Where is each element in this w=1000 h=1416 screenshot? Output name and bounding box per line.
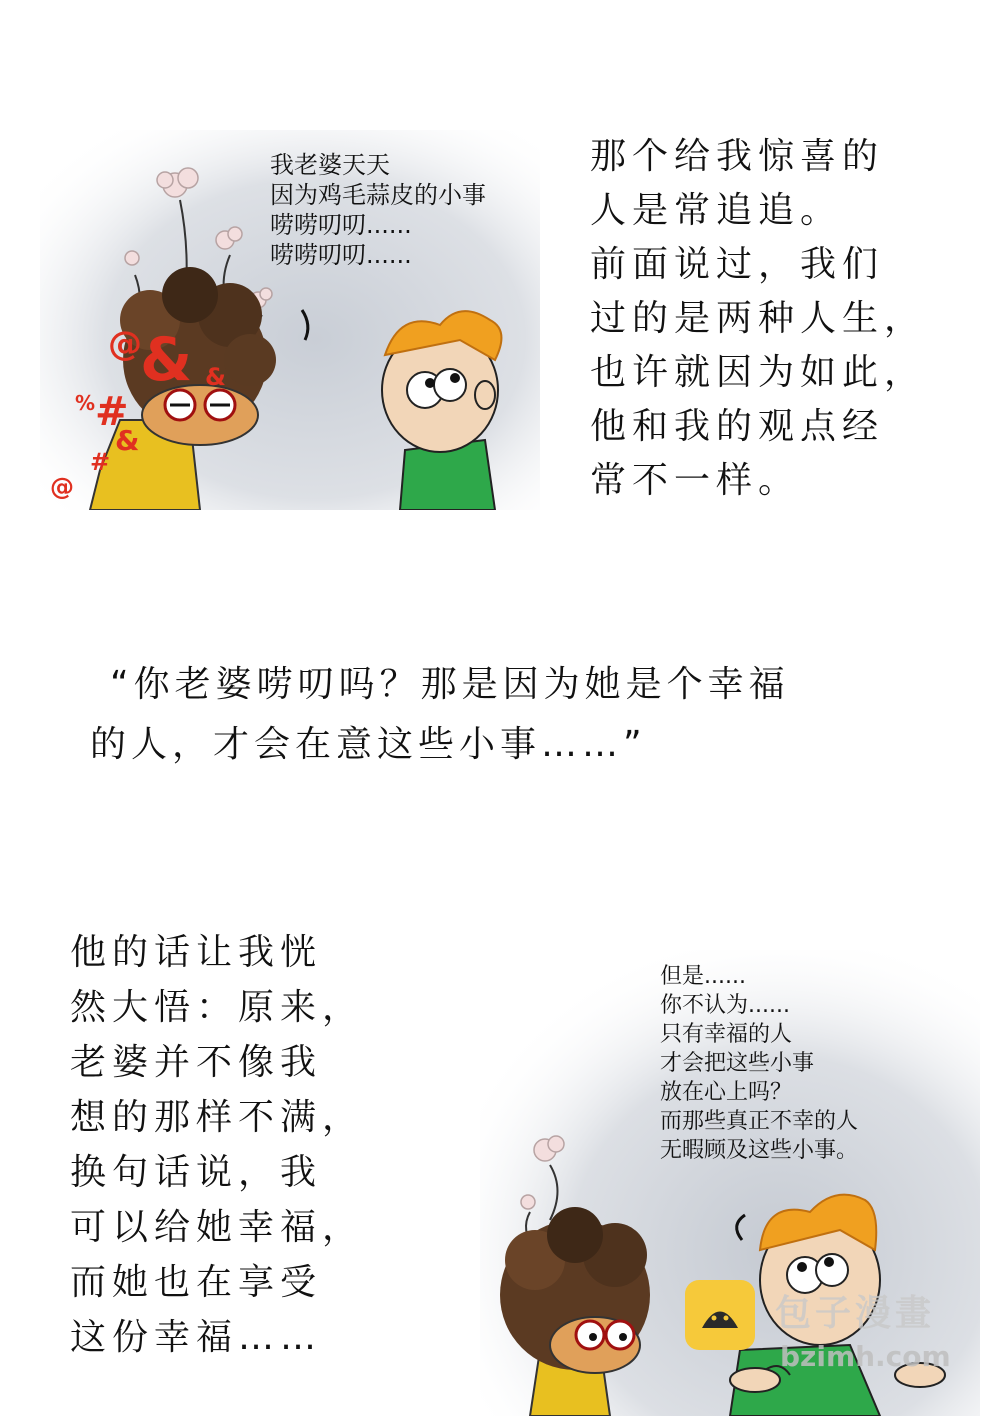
narration-line: 然大悟：原来， — [70, 987, 365, 1028]
bubble-line: 我老婆天天 — [270, 151, 390, 179]
symbol-ampersand-large: & — [140, 325, 193, 395]
narration-line: 可以给她幸福， — [70, 1207, 365, 1248]
narration-line: 想的那样不满， — [70, 1097, 365, 1138]
symbol-ampersand-small: & — [205, 363, 226, 391]
bubble-line: 才会把这些小事 — [660, 1051, 815, 1076]
watermark-url: bzimh.com — [780, 1340, 951, 1373]
symbol-percent: % — [75, 391, 96, 415]
bubble-line: 而那些真正不幸的人 — [660, 1109, 859, 1134]
bubble-line: 放在心上吗？ — [660, 1080, 793, 1105]
narration-line: 而她也在享受 — [70, 1262, 323, 1303]
symbol-at-2: @ — [50, 473, 74, 501]
narration-line: 老婆并不像我 — [70, 1042, 323, 1083]
speech-bubble-wife-complaint — [270, 150, 486, 270]
bubble-line: 唠唠叨叨...... — [270, 211, 412, 239]
narration-line: 他和我的观点经 — [590, 406, 885, 447]
watermark-logo-icon — [685, 1280, 755, 1350]
bubble-line: 只有幸福的人 — [660, 1022, 793, 1047]
bubble-line: 你不认为...... — [660, 993, 790, 1018]
quote-line: 的人，才会在意这些小事……” — [90, 724, 647, 765]
symbol-hash-2: # — [90, 448, 111, 476]
speech-bubble-husband — [660, 962, 858, 1165]
narration-line: 常不一样。 — [590, 460, 801, 501]
narration-block-2 — [70, 925, 364, 1365]
narration-line: 过的是两种人生， — [590, 298, 927, 339]
quote-block — [90, 655, 790, 775]
narration-line: 他的话让我恍 — [70, 932, 323, 973]
narration-line: 换句话说，我 — [70, 1152, 323, 1193]
watermark-brand: 包子漫畫 — [775, 1293, 936, 1334]
narration-line: 这份幸福…… — [70, 1317, 323, 1358]
narration-line: 前面说过，我们 — [590, 244, 885, 285]
symbol-ampersand-2: & — [115, 424, 140, 457]
narration-line: 人是常追追。 — [590, 190, 843, 231]
bubble-line: 但是...... — [660, 964, 746, 989]
narration-line: 那个给我惊喜的 — [590, 136, 885, 177]
bubble-line: 唠唠叨叨...... — [270, 241, 412, 269]
symbol-at: @ — [108, 324, 142, 364]
comic-panel-2 — [480, 950, 980, 1416]
symbol-hash: # — [95, 389, 129, 435]
narration-block-1 — [590, 130, 926, 508]
quote-line: “你老婆唠叨吗？那是因为她是个幸福 — [110, 664, 790, 705]
bubble-line: 因为鸡毛蒜皮的小事 — [270, 181, 486, 209]
comic-panel-1 — [40, 130, 540, 510]
narration-line: 也许就因为如此， — [590, 352, 927, 393]
bubble-line: 无暇顾及这些小事。 — [660, 1138, 859, 1163]
